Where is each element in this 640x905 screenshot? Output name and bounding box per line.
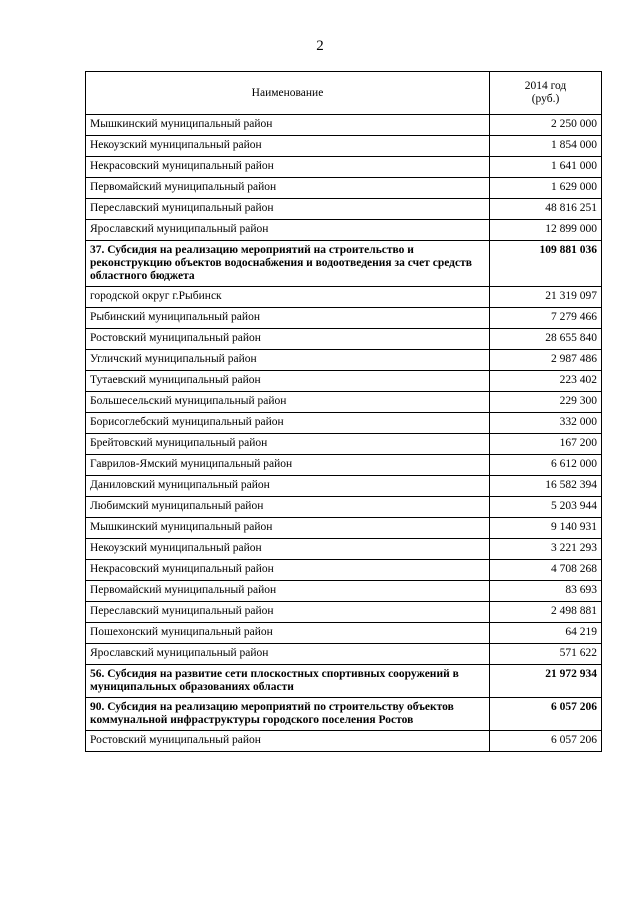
row-value: 5 203 944 bbox=[490, 497, 602, 518]
row-name: Даниловский муниципальный район bbox=[86, 476, 490, 497]
row-value: 48 816 251 bbox=[490, 199, 602, 220]
row-name: Некоузский муниципальный район bbox=[86, 136, 490, 157]
page-number: 2 bbox=[316, 38, 324, 54]
row-name: Мышкинский муниципальный район bbox=[86, 115, 490, 136]
row-name: Брейтовский муниципальный район bbox=[86, 434, 490, 455]
table-row bbox=[86, 350, 602, 371]
row-value: 1 641 000 bbox=[490, 157, 602, 178]
row-value: 223 402 bbox=[490, 371, 602, 392]
table-row bbox=[86, 560, 602, 581]
header-year-label: 2014 год bbox=[524, 80, 567, 92]
table-row bbox=[86, 178, 602, 199]
header-year bbox=[490, 72, 602, 115]
row-value: 4 708 268 bbox=[490, 560, 602, 581]
row-value: 571 622 bbox=[490, 644, 602, 665]
row-name: Угличский муниципальный район bbox=[86, 350, 490, 371]
row-value: 6 057 206 bbox=[490, 698, 602, 731]
row-name: Мышкинский муниципальный район bbox=[86, 518, 490, 539]
header-unit-label: (руб.) bbox=[531, 93, 560, 105]
row-name: Тутаевский муниципальный район bbox=[86, 371, 490, 392]
row-value: 229 300 bbox=[490, 392, 602, 413]
table-row bbox=[86, 220, 602, 241]
table-section-row bbox=[86, 665, 602, 698]
row-name: Ростовский муниципальный район bbox=[86, 329, 490, 350]
table-row bbox=[86, 287, 602, 308]
row-value: 1 629 000 bbox=[490, 178, 602, 199]
table-row bbox=[86, 644, 602, 665]
row-name: Переславский муниципальный район bbox=[86, 602, 490, 623]
row-name: Любимский муниципальный район bbox=[86, 497, 490, 518]
row-value: 2 250 000 bbox=[490, 115, 602, 136]
row-value: 83 693 bbox=[490, 581, 602, 602]
row-name: Рыбинский муниципальный район bbox=[86, 308, 490, 329]
row-value: 21 319 097 bbox=[490, 287, 602, 308]
row-name: 37. Субсидия на реализацию мероприятий на строительство и реконструкцию объектов водоснабжения и водоотведения за счет средств областного бюджета bbox=[86, 241, 490, 287]
table-body bbox=[86, 115, 602, 752]
row-name: Ярославский муниципальный район bbox=[86, 644, 490, 665]
table-row bbox=[86, 157, 602, 178]
row-value: 3 221 293 bbox=[490, 539, 602, 560]
table-row bbox=[86, 539, 602, 560]
table-row bbox=[86, 731, 602, 752]
row-value: 6 612 000 bbox=[490, 455, 602, 476]
table-row bbox=[86, 581, 602, 602]
row-name: Борисоглебский муниципальный район bbox=[86, 413, 490, 434]
row-value: 21 972 934 bbox=[490, 665, 602, 698]
row-value: 16 582 394 bbox=[490, 476, 602, 497]
table-row bbox=[86, 476, 602, 497]
row-name: Первомайский муниципальный район bbox=[86, 178, 490, 199]
table-section-row bbox=[86, 241, 602, 287]
row-name: 56. Субсидия на развитие сети плоскостных спортивных сооружений в муниципальных образованиях области bbox=[86, 665, 490, 698]
row-name: Переславский муниципальный район bbox=[86, 199, 490, 220]
table-row bbox=[86, 371, 602, 392]
table-row bbox=[86, 434, 602, 455]
row-value: 2 987 486 bbox=[490, 350, 602, 371]
table-row bbox=[86, 308, 602, 329]
row-value: 167 200 bbox=[490, 434, 602, 455]
row-name: Пошехонский муниципальный район bbox=[86, 623, 490, 644]
table-row bbox=[86, 623, 602, 644]
table-section-row bbox=[86, 698, 602, 731]
row-value: 64 219 bbox=[490, 623, 602, 644]
table-row bbox=[86, 455, 602, 476]
table-row bbox=[86, 602, 602, 623]
table-row bbox=[86, 497, 602, 518]
row-name: 90. Субсидия на реализацию мероприятий по строительству объектов коммунальной инфраструктуры городского поселения Ростов bbox=[86, 698, 490, 731]
table-row bbox=[86, 392, 602, 413]
row-name: Первомайский муниципальный район bbox=[86, 581, 490, 602]
row-value: 6 057 206 bbox=[490, 731, 602, 752]
row-value: 7 279 466 bbox=[490, 308, 602, 329]
row-value: 109 881 036 bbox=[490, 241, 602, 287]
row-name: Некрасовский муниципальный район bbox=[86, 560, 490, 581]
row-name: городской округ г.Рыбинск bbox=[86, 287, 490, 308]
row-name: Ярославский муниципальный район bbox=[86, 220, 490, 241]
row-name: Ростовский муниципальный район bbox=[86, 731, 490, 752]
row-name: Некоузский муниципальный район bbox=[86, 539, 490, 560]
header-name: Наименование bbox=[86, 72, 490, 115]
table-row bbox=[86, 115, 602, 136]
row-value: 28 655 840 bbox=[490, 329, 602, 350]
row-name: Гаврилов-Ямский муниципальный район bbox=[86, 455, 490, 476]
budget-table bbox=[85, 71, 602, 752]
table-header-row bbox=[86, 72, 602, 115]
table-row bbox=[86, 136, 602, 157]
row-name: Большесельский муниципальный район bbox=[86, 392, 490, 413]
table-row bbox=[86, 329, 602, 350]
row-value: 332 000 bbox=[490, 413, 602, 434]
row-value: 2 498 881 bbox=[490, 602, 602, 623]
row-value: 1 854 000 bbox=[490, 136, 602, 157]
table-row bbox=[86, 413, 602, 434]
table-row bbox=[86, 199, 602, 220]
row-value: 9 140 931 bbox=[490, 518, 602, 539]
row-value: 12 899 000 bbox=[490, 220, 602, 241]
row-name: Некрасовский муниципальный район bbox=[86, 157, 490, 178]
table-row bbox=[86, 518, 602, 539]
